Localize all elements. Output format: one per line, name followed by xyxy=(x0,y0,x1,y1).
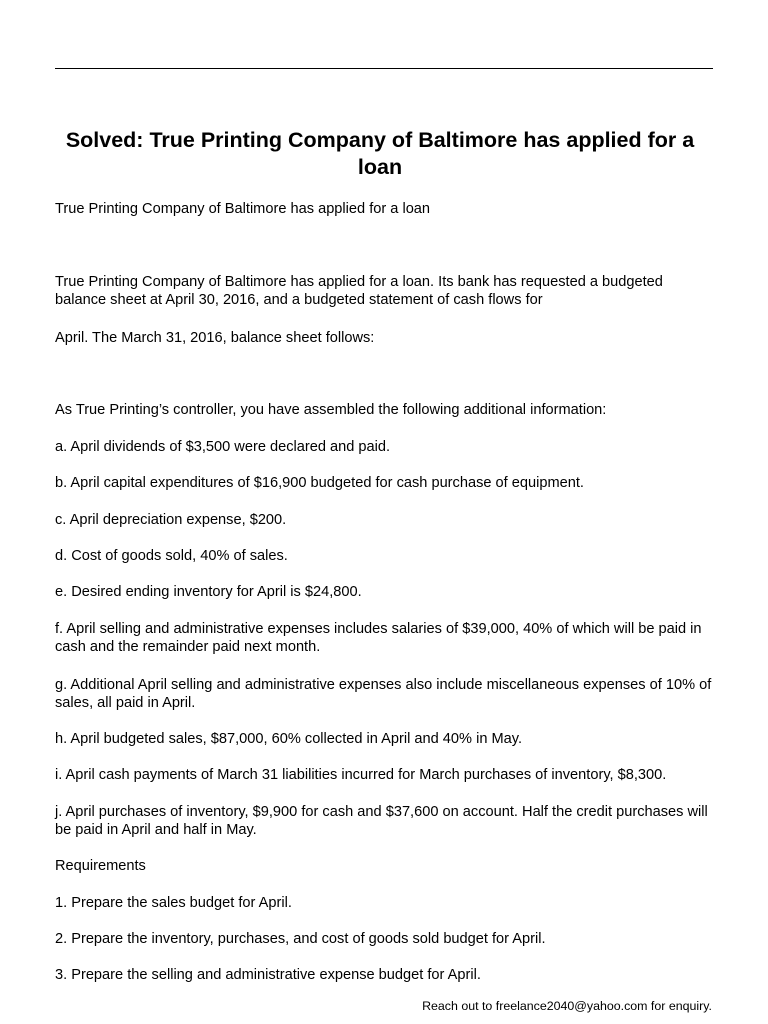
info-item-i: i. April cash payments of March 31 liabilities incurred for March purchases of inventory, $8,300. xyxy=(55,767,667,783)
requirement-1: 1. Prepare the sales budget for April. xyxy=(55,895,292,911)
info-item-d: d. Cost of goods sold, 40% of sales. xyxy=(55,548,288,564)
footer-contact: Reach out to freelance2040@yahoo.com for enquiry. xyxy=(422,999,712,1013)
requirement-3: 3. Prepare the selling and administrative expense budget for April. xyxy=(55,967,481,983)
info-item-g: g. Additional April selling and administrative expenses also include miscellaneous expenses of 10% of sales, all paid in April. xyxy=(55,677,712,711)
intro-paragraph-1: True Printing Company of Baltimore has applied for a loan. Its bank has requested a budgeted balance sheet at April 30, 2016, and a budgeted statement of cash flows for xyxy=(55,274,663,308)
requirements-heading: Requirements xyxy=(55,858,146,874)
info-item-a: a. April dividends of $3,500 were declared and paid. xyxy=(55,439,391,455)
header-rule xyxy=(55,68,713,69)
subtitle: True Printing Company of Baltimore has applied for a loan xyxy=(55,201,431,217)
info-item-c: c. April depreciation expense, $200. xyxy=(55,512,287,528)
controller-line: As True Printing’s controller, you have assembled the following additional information: xyxy=(55,402,607,418)
page-title: Solved: True Printing Company of Baltimore has applied for a loan xyxy=(65,128,695,179)
intro-paragraph-2: April. The March 31, 2016, balance sheet follows: xyxy=(55,330,375,346)
requirement-2: 2. Prepare the inventory, purchases, and cost of goods sold budget for April. xyxy=(55,931,546,947)
info-item-f: f. April selling and administrative expenses includes salaries of $39,000, 40% of which will be paid in cash and the remainder paid next month. xyxy=(55,621,702,655)
info-item-b: b. April capital expenditures of $16,900 budgeted for cash purchase of equipment. xyxy=(55,475,584,491)
info-item-h: h. April budgeted sales, $87,000, 60% collected in April and 40% in May. xyxy=(55,731,523,747)
info-item-e: e. Desired ending inventory for April is $24,800. xyxy=(55,584,362,600)
info-item-j: j. April purchases of inventory, $9,900 for cash and $37,600 on account. Half the credit purchases will be paid in April and half in May. xyxy=(55,804,708,838)
